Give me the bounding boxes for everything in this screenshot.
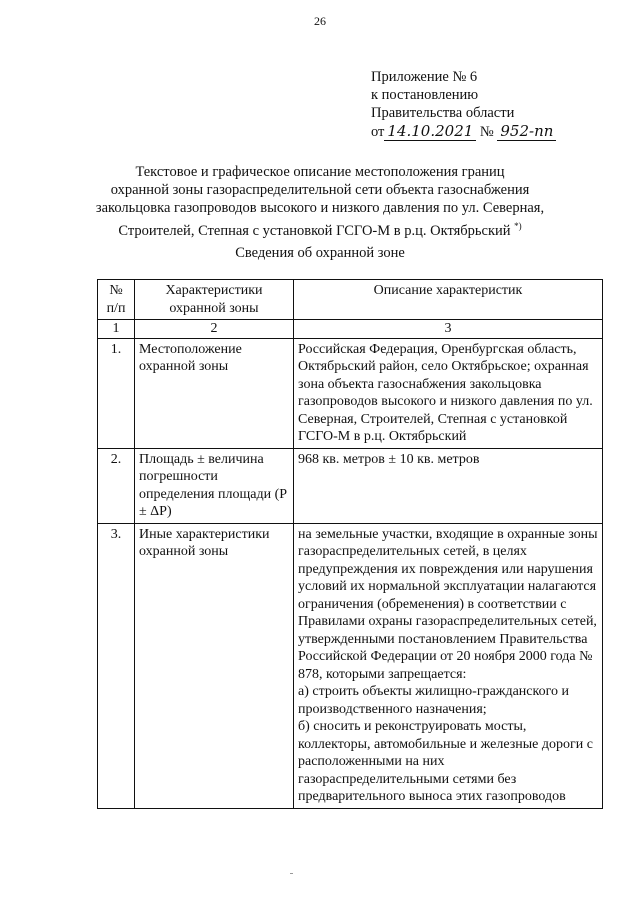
header-description: Описание характеристик — [294, 280, 603, 320]
handwritten-date: 14.10.2021 — [384, 122, 476, 141]
footnote-mark: *) — [514, 221, 522, 231]
appendix-line-1: Приложение № 6 — [371, 69, 478, 85]
from-prefix: от — [371, 124, 385, 140]
title-line-4-text: Строителей, Степная с установкой ГСГО-М в р.ц. Октябрьский — [118, 222, 511, 239]
page-number: 26 — [314, 14, 326, 28]
section-subtitle: Сведения об охранной зоне — [235, 245, 405, 261]
numbering-cell: 3 — [294, 320, 603, 339]
table-row — [98, 448, 603, 523]
appendix-line-3: Правительства области — [371, 105, 515, 121]
row-characteristic: Местоположение охранной зоны — [135, 338, 294, 448]
numbering-cell: 2 — [135, 320, 294, 339]
table-row — [98, 338, 603, 448]
appendix-line-2: к постановлению — [371, 87, 479, 103]
handwritten-number: 952-пп — [497, 122, 556, 141]
title-line-1: Текстовое и графическое описание местоположения границ — [135, 164, 505, 180]
numbering-cell: 1 — [98, 320, 135, 339]
restrictions-intro: на земельные участки, входящие в охранные зоны газораспределительных сетей, в целях предупреждения их повреждения или нарушения условий их нормальной эксплуатации налагаются ограничения (обременения) в соответствии с Правилами охраны газораспределительных сетей, утвержденными постановлением Правительства Российской Федерации от 20 ноября 2000 года № 878, которыми запрещается: — [298, 526, 598, 682]
number-prefix: № — [479, 124, 494, 140]
document-title — [70, 163, 570, 240]
table-header-row — [98, 280, 603, 320]
row-description: Российская Федерация, Оренбургская область, Октябрьский район, село Октябрьское; охранная зона объекта газоснабжения закольцовка газопроводов высокого и низкого давления по ул. Северная, Строителей, Степная с установкой ГСГО-М в р.ц. Октябрьский — [294, 338, 603, 448]
restriction-item-a: а) строить объекты жилищно-гражданского и производственного назначения; — [298, 684, 569, 717]
scan-speck — [290, 873, 293, 874]
row-number: 3. — [98, 523, 135, 808]
appendix-block — [371, 68, 556, 141]
header-num: № п/п — [98, 280, 135, 320]
zone-info-table — [97, 279, 603, 809]
table-row — [98, 523, 603, 808]
table-numbering-row — [98, 320, 603, 339]
row-characteristic: Иные характеристики охранной зоны — [135, 523, 294, 808]
row-characteristic: Площадь ± величина погрешности определения площади (P ± ΔP) — [135, 448, 294, 523]
title-line-4 — [70, 217, 570, 240]
title-line-3: закольцовка газопроводов высокого и низкого давления по ул. Северная, — [95, 200, 545, 216]
header-characteristic: Характеристики охранной зоны — [135, 280, 294, 320]
row-description — [294, 523, 603, 808]
restriction-item-b: б) сносить и реконструировать мосты, коллекторы, автомобильные и железные дороги с расположенными на них газораспределительными сетями без предварительного выноса этих газопроводов — [298, 719, 593, 804]
row-number: 1. — [98, 338, 135, 448]
row-number: 2. — [98, 448, 135, 523]
title-line-2: охранной зоны газораспределительной сети объекта газоснабжения — [110, 182, 530, 198]
row-description: 968 кв. метров ± 10 кв. метров — [294, 448, 603, 523]
appendix-date-line — [371, 122, 556, 141]
